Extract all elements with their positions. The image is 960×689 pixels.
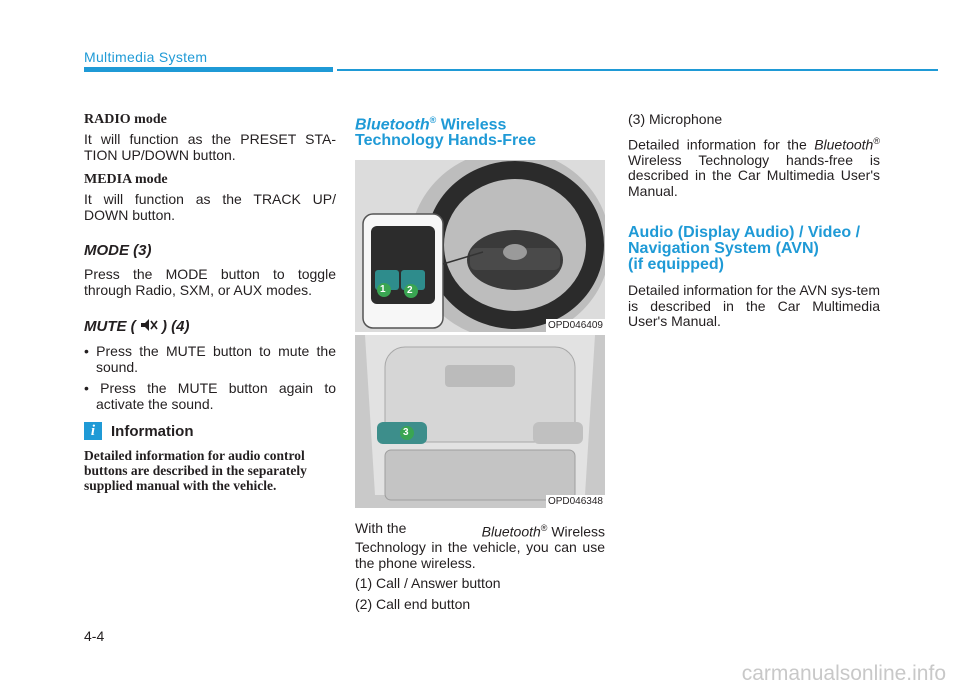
avn-heading-line2: Navigation System (AVN) [628,240,819,258]
steering-wheel-illustration [355,160,605,332]
list-item: • Press the MUTE button to mute the sound. [84,343,336,375]
mute-speaker-icon [140,318,158,336]
registered-mark: ® [429,115,437,125]
avn-heading-line3: (if equipped) [628,256,724,274]
column-left [84,112,336,493]
column-middle [355,112,605,612]
information-text: Detailed information for audio control buttons are described in the separately supplied manual with the vehicle. [84,448,307,494]
radio-mode-text: It will function as the PRESET STA-TION UP/DOWN button. [84,131,336,163]
page-number: 4-4 [84,628,105,644]
bluetooth-body-brand: Bluetooth [481,523,541,540]
overhead-console-illustration [355,335,605,508]
header-rule-thin [337,69,938,71]
callout-1: 1 [380,284,386,296]
bluetooth-detail-text [628,134,880,200]
callout-3: 3 [403,427,409,439]
bluetooth-body-brand-group [482,521,605,540]
list-item: • Press the MUTE button again to activate the sound. [84,380,336,412]
bluetooth-body-with: With the [355,520,407,537]
bluetooth-heading [355,112,605,149]
mode-heading: MODE (3) [84,242,152,259]
information-title: Information [111,422,194,440]
registered-mark: ® [540,523,548,534]
watermark: carmanualsonline.info [741,662,946,685]
overhead-console-image [355,335,605,508]
bluetooth-body-line1 [355,521,605,540]
detail-rest: Wireless Technology hands-free is described in the Car Multimedia User's Manual. [628,151,880,199]
radio-mode-heading: RADIO mode [84,112,167,127]
image-code-1: OPD046409 [547,320,603,332]
avn-heading-line1: Audio (Display Audio) / Video / [628,224,861,242]
avn-text: Detailed information for the AVN sys-tem is described in the Car Multimedia User's Manual. [628,282,880,330]
callout-2: 2 [407,285,413,297]
bluetooth-heading-rest: Wireless [436,116,507,134]
section-title: Multimedia System [84,49,208,65]
call-answer-item: (1) Call / Answer button [355,575,501,592]
avn-heading [628,225,880,273]
detail-prefix: Detailed information for the [628,136,815,153]
mute-heading-suffix: ) (4) [162,318,190,335]
detail-brand: Bluetooth [814,136,874,153]
mute-heading [84,318,336,336]
mute-list [84,344,336,412]
microphone-item: (3) Microphone [628,111,723,127]
header-rule-thick [84,67,333,72]
column-right [628,112,880,330]
bluetooth-heading-brand: Bluetooth [355,116,430,134]
info-icon: i [84,422,102,440]
call-end-item: (2) Call end button [355,595,471,612]
registered-mark: ® [873,135,880,146]
media-mode-text: It will function as the TRACK UP/ DOWN button. [84,191,336,223]
information-header [84,422,336,440]
steering-wheel-image [355,160,605,332]
image-code-2: OPD046348 [547,496,603,508]
mode-text: Press the MODE button to toggle through Radio, SXM, or AUX modes. [84,266,336,298]
media-mode-heading: MEDIA mode [84,172,168,187]
bluetooth-body-text: Technology in the vehicle, you can use the phone wireless. [355,539,605,571]
mute-heading-prefix: MUTE ( [84,318,136,335]
bluetooth-heading-line2: Technology Hands-Free [355,132,537,150]
bluetooth-body-rest-line1: Wireless [547,523,605,540]
